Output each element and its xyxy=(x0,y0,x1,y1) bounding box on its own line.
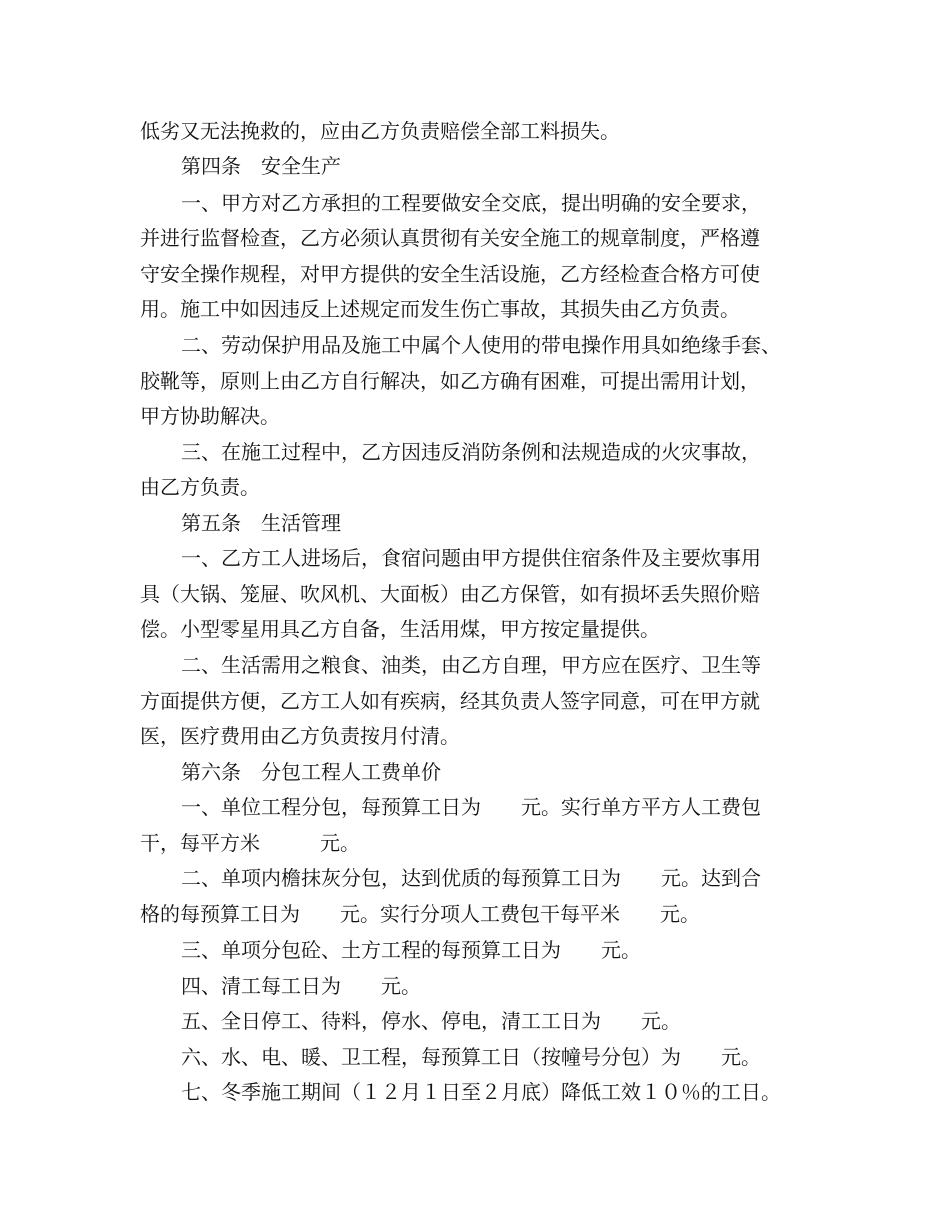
text-line: 六、水、电、暖、卫工程，每预算工日（按幢号分包）为 元。 xyxy=(181,1045,761,1069)
text-line: 七、冬季施工期间（１２月１日至２月底）降低工效１０％的工日。 xyxy=(181,1080,781,1104)
text-line: 二、劳动保护用品及施工中属个人使用的带电操作用具如绝缘手套、 xyxy=(181,333,781,357)
text-line: 四、清工每工日为 元。 xyxy=(181,974,421,998)
text-line: 医，医疗费用由乙方负责按月付清。 xyxy=(140,724,460,748)
text-line: 守安全操作规程，对甲方提供的安全生活设施，乙方经检查合格方可使 xyxy=(140,262,760,286)
text-line: 一、单位工程分包，每预算工日为 元。实行单方平方人工费包 xyxy=(181,795,761,819)
text-line: 由乙方负责。 xyxy=(140,475,260,499)
text-line: 二、生活需用之粮食、油类，由乙方自理，甲方应在医疗、卫生等 xyxy=(181,653,761,677)
text-line: 用。施工中如因违反上述规定而发生伤亡事故，其损失由乙方负责。 xyxy=(140,297,740,321)
text-line: 干，每平方米 元。 xyxy=(140,831,360,855)
text-line: 具（大锅、笼屉、吹风机、大面板）由乙方保管，如有损坏丢失照价赔 xyxy=(140,582,760,606)
section-heading: 第六条 分包工程人工费单价 xyxy=(181,760,441,784)
text-line: 五、全日停工、待料，停水、停电，清工工日为 元。 xyxy=(181,1009,681,1033)
section-heading: 第五条 生活管理 xyxy=(181,511,341,535)
text-line: 三、单项分包砼、土方工程的每预算工日为 元。 xyxy=(181,938,641,962)
text-line: 并进行监督检查，乙方必须认真贯彻有关安全施工的规章制度，严格遵 xyxy=(140,226,760,250)
text-line: 一、乙方工人进场后，食宿问题由甲方提供住宿条件及主要炊事用 xyxy=(181,546,761,570)
text-line: 低劣又无法挽救的，应由乙方负责赔偿全部工料损失。 xyxy=(140,119,620,143)
text-line: 一、甲方对乙方承担的工程要做安全交底，提出明确的安全要求， xyxy=(181,191,761,215)
text-line: 胶靴等，原则上由乙方自行解决，如乙方确有困难，可提出需用计划， xyxy=(140,369,760,393)
text-line: 偿。小型零星用具乙方自备，生活用煤，甲方按定量提供。 xyxy=(140,617,660,641)
text-line: 格的每预算工日为 元。实行分项人工费包干每平米 元。 xyxy=(140,902,700,926)
text-line: 甲方协助解决。 xyxy=(140,404,280,428)
text-line: 二、单项内檐抹灰分包，达到优质的每预算工日为 元。达到合 xyxy=(181,866,761,890)
text-line: 方面提供方便，乙方工人如有疾病，经其负责人签字同意，可在甲方就 xyxy=(140,689,760,713)
section-heading: 第四条 安全生产 xyxy=(181,154,341,178)
text-line: 三、在施工过程中，乙方因违反消防条例和法规造成的火灾事故， xyxy=(181,440,761,464)
